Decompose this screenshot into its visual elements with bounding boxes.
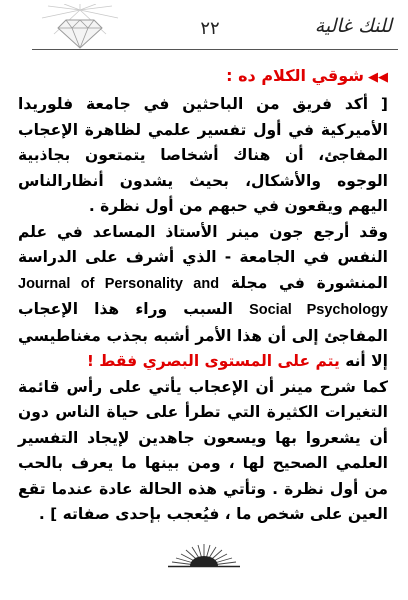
journal-name: Journal of Personality and Social Psychology xyxy=(18,275,388,318)
paragraph-2 xyxy=(18,220,388,375)
paragraph-1: [ أكد فريق من الباحثين في جامعة فلوريدا الأميركية في أول تفسير علمي لظاهرة الإعجاب المفاجئ، أن هناك أشخاصا يتمتعون بجاذبية الوجوه والأشكال، بحيث يشدون أنظارالناس اليهم ويقعون في حبهم من أول نظرة . xyxy=(18,95,388,215)
header-divider xyxy=(32,49,398,50)
paragraph-3: كما شرح مينر أن الإعجاب يأتي على رأس قائمة التغيرات الكثيرة التي تطرأ على حياة الناس دون أن يشعروا بها ويسعون جاهدين لإيجاد التفسير العلمي الصحيح لها ، ومن بينها ما يعرف بالحب من أول نظرة . وتأتي هذه الحالة عادة عندما تقع العين على شخص ما ، فيُعجب بإحدى صفاته ] . xyxy=(18,377,388,523)
book-title: للنك غالية xyxy=(314,15,392,37)
section-heading xyxy=(18,64,388,90)
double-arrow-icon: ◀◀ xyxy=(368,70,388,85)
page-number: ٢٢ xyxy=(200,18,220,39)
section-heading-text: شوقي الكلام ده : xyxy=(226,66,364,85)
page-header xyxy=(0,0,408,56)
page-footer xyxy=(0,538,408,600)
paragraph-2-text: وقد أرجع جون مينر الأستاذ المساعد في علم النفس في الجامعة - الذي أشرف على الدراسة المنشورة في مجلة xyxy=(18,222,388,292)
diamond-icon xyxy=(40,4,120,52)
paragraph-2-continuation: السبب وراء هذا الإعجاب المفاجئ إلى أن هذا الأمر أشبه بجذب مغناطيسي إلا أنه xyxy=(18,300,388,370)
sunburst-icon xyxy=(168,542,240,568)
article-body xyxy=(18,64,388,528)
highlighted-phrase: يتم على المستوى البصري فقط ! xyxy=(86,352,340,370)
